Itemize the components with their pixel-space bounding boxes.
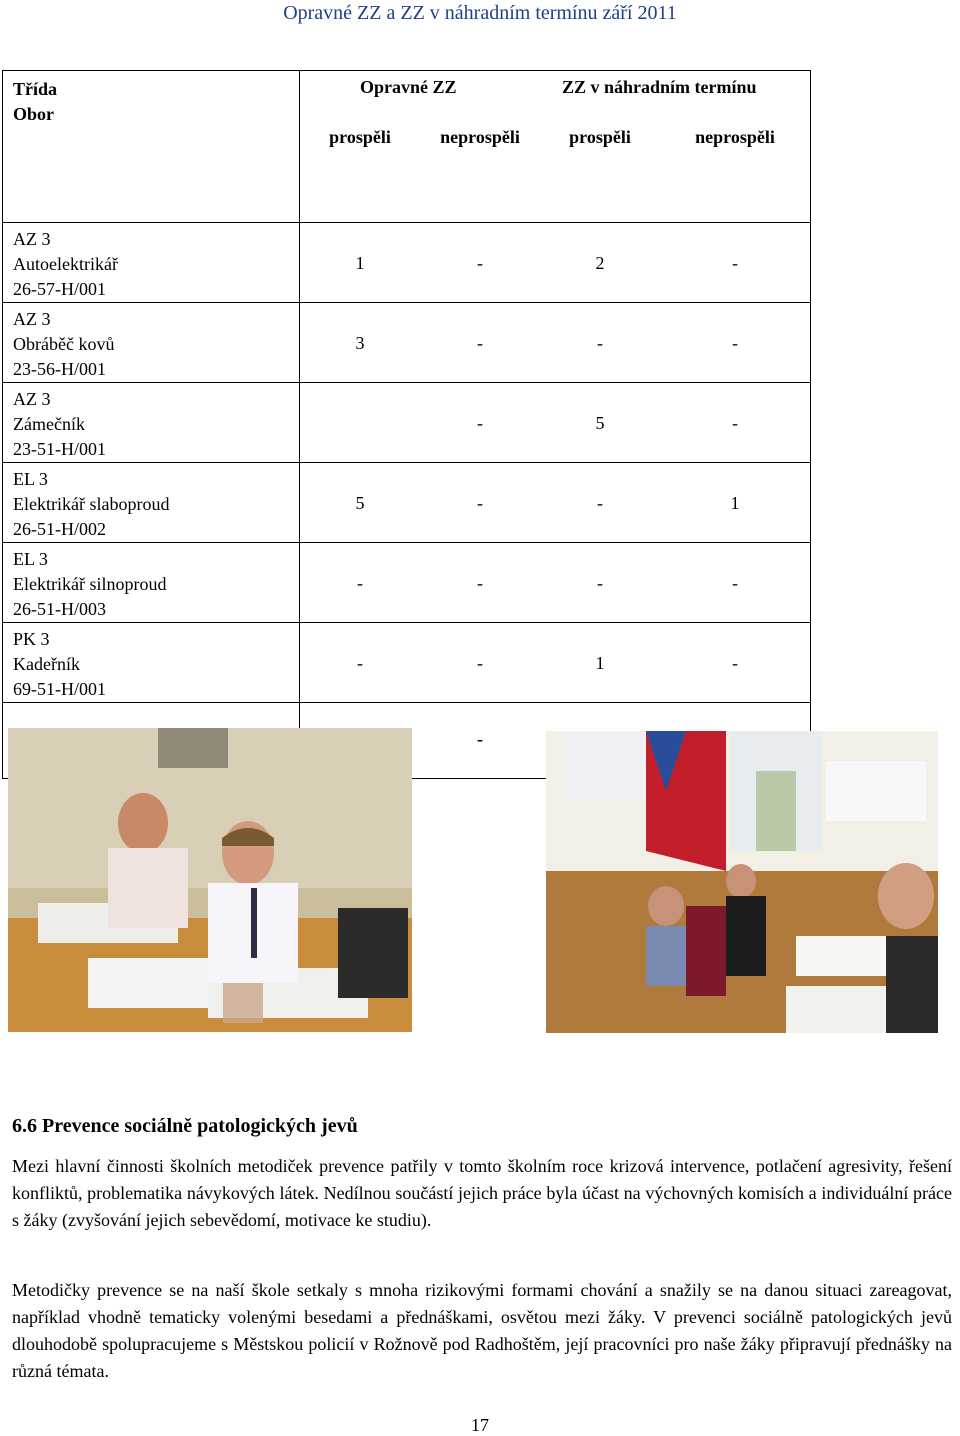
sub-header: prospěli: [569, 127, 631, 147]
class-line: Autoelektrikář: [13, 254, 118, 274]
class-line: Kadeřník: [13, 654, 80, 674]
class-line: AZ 3: [13, 309, 51, 329]
value-cell: 5: [355, 493, 365, 513]
page-header-title: Opravné ZZ a ZZ v náhradním termínu září 2011: [283, 2, 677, 24]
value-cell: -: [732, 573, 738, 593]
class-line: AZ 3: [13, 229, 51, 249]
value-cell: -: [357, 653, 363, 673]
class-line: 26-51-H/002: [13, 519, 106, 539]
table-row: [3, 223, 811, 303]
class-line: 69-51-H/001: [13, 679, 106, 699]
class-header-cell: [3, 71, 300, 223]
value-cell: 5: [595, 413, 605, 433]
value-cell: -: [597, 333, 603, 353]
class-header-line: Obor: [13, 104, 55, 124]
class-line: EL 3: [13, 469, 48, 489]
class-line: 23-51-H/001: [13, 439, 106, 459]
group-header-opravne: Opravné ZZ: [360, 77, 457, 97]
class-line: Elektrikář silnoproud: [13, 574, 167, 594]
class-header-line: Třída: [13, 79, 58, 99]
value-cell: 1: [355, 253, 365, 273]
class-line: 26-51-H/003: [13, 599, 106, 619]
class-line: Elektrikář slaboproud: [13, 494, 170, 514]
value-cell: -: [597, 573, 603, 593]
sub-header: neprospěli: [440, 127, 520, 147]
value-cell: -: [732, 413, 738, 433]
value-cell: -: [477, 493, 483, 513]
class-line: EL 3: [13, 549, 48, 569]
class-line: AZ 3: [13, 389, 51, 409]
value-cell: 1: [595, 653, 605, 673]
class-line: Obráběč kovů: [13, 334, 115, 354]
photo-exam-commission-left: [8, 728, 412, 1032]
table-row: [3, 463, 811, 543]
value-cell: -: [357, 573, 363, 593]
paragraph: Metodičky prevence se na naší škole setkaly s mnoha rizikovými formami chování a snažily se na danou situaci zareagovat, například vhodně tematicky volenými besedami a přednáškami, osvětou mezi žáky. V prevenci sociálně patologických jevů dlouhodobě spolupracujeme s Městskou policií v Rožnově pod Radhoštěm, její pracovníci pro naše žáky připravují přednášky na různá témata.: [12, 1280, 952, 1381]
value-cell: -: [732, 253, 738, 273]
table-row: [3, 383, 811, 463]
value-cell: -: [732, 333, 738, 353]
section-heading: 6.6 Prevence sociálně patologických jevů: [12, 1115, 358, 1137]
results-table: [2, 70, 811, 779]
page-number: 17: [471, 1415, 489, 1435]
value-cell: 2: [595, 253, 605, 273]
photo-exam-commission-right: [546, 731, 938, 1033]
value-cell: -: [732, 653, 738, 673]
value-cell: 1: [730, 493, 740, 513]
table-row: [3, 303, 811, 383]
value-cell: -: [477, 573, 483, 593]
value-cell: [300, 413, 420, 434]
value-cell: -: [597, 493, 603, 513]
sub-header: prospěli: [329, 127, 391, 147]
class-line: Zámečník: [13, 414, 85, 434]
value-cell: 3: [355, 333, 365, 353]
table-row: [3, 543, 811, 623]
value-cell: -: [477, 333, 483, 353]
class-line: 23-56-H/001: [13, 359, 106, 379]
paragraph: Mezi hlavní činnosti školních metodiček prevence patřily v tomto školním roce krizová intervence, potlačení agresivity, řešení konfliktů, problematika návykových látek. Nedílnou součástí jejich práce byla účast na výchovných komisích a individuální práce s žáky (zvyšování jejich sebevědomí, motivace ke studiu).: [12, 1156, 952, 1230]
sub-header: neprospěli: [695, 127, 775, 147]
table-row: [3, 623, 811, 703]
value-cell: -: [477, 653, 483, 673]
total-value: -: [477, 729, 483, 749]
value-cell: -: [477, 253, 483, 273]
group-header-cell: [300, 71, 811, 223]
group-header-nahradni: ZZ v náhradním termínu: [562, 77, 757, 97]
value-cell: -: [477, 413, 483, 433]
class-line: PK 3: [13, 629, 50, 649]
class-line: 26-57-H/001: [13, 279, 106, 299]
